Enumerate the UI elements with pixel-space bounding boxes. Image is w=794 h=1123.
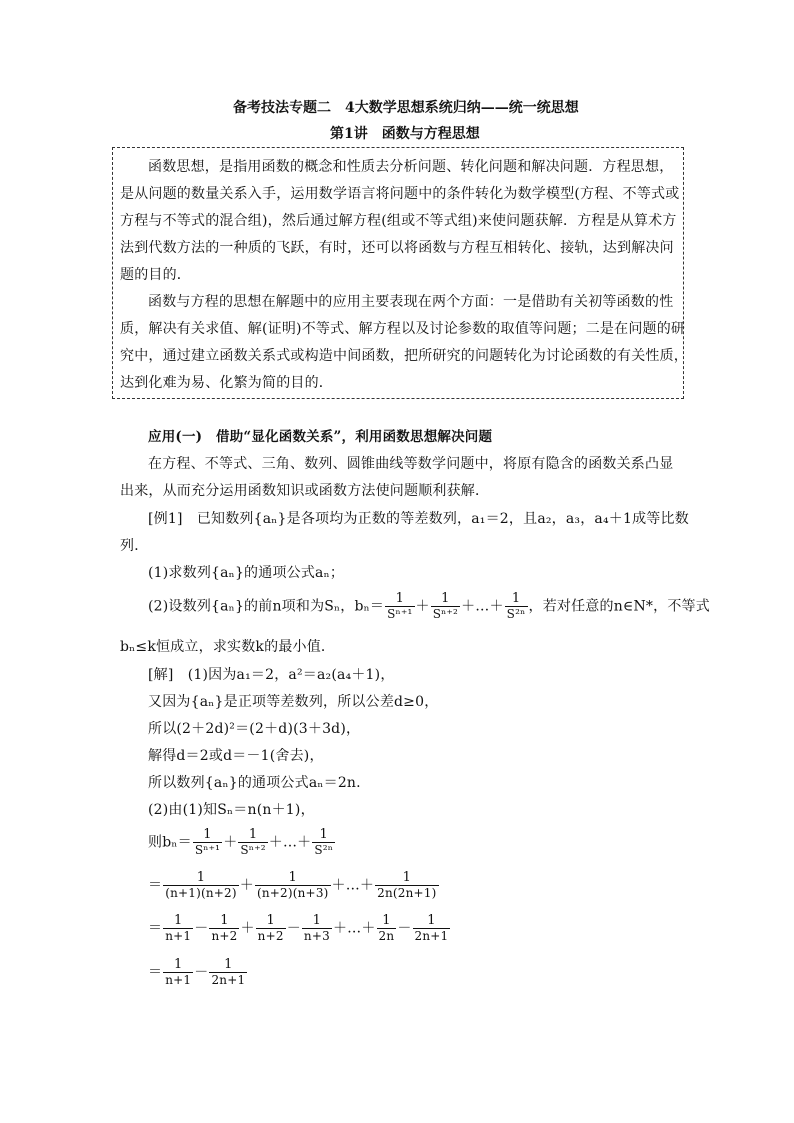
fraction: $\frac{1}{2n+1}$ — [211, 957, 246, 987]
intro-line: 是从问题的数量关系入手，运用数学语言将问题中的条件转化为数学模型(方程、不等式或 — [120, 186, 680, 202]
fraction: $\frac{1}{\text{Sⁿ⁺¹}}$ — [387, 591, 413, 621]
fraction: $\frac{1}{\text{Sⁿ⁺²}}$ — [240, 827, 266, 857]
fraction: $\frac{1}{2n}$ — [378, 913, 395, 943]
example-part-2: (2)设数列{aₙ}的前n项和为Sₙ，bₙ＝ $\frac{1}{\text{Sⁿ⁺¹}}$ ＋ $\frac{1}{\text{Sⁿ⁺²}}$ ＋…＋ $\frac{1}{\text{S²ⁿ}}$ ，若对任意的n∈N*，不等式 — [148, 591, 710, 621]
solution-line: [解] (1)因为a₁＝2，a²＝a₂(a₄＋1)， — [148, 667, 395, 683]
intro-line: 题的目的． — [120, 267, 191, 283]
fraction: $\frac{1}{(n+2)(n+3)}$ — [256, 870, 329, 900]
fraction: $\frac{1}{\text{S²ⁿ}}$ — [314, 827, 334, 857]
fraction: $\frac{1}{n+2}$ — [257, 913, 284, 943]
solution-line: 所以(2＋2d)²＝(2＋d)(3＋3d)， — [148, 721, 361, 737]
equation-row-1: 则bₙ＝ $\frac{1}{\text{Sⁿ⁺¹}}$ ＋ $\frac{1}{\text{Sⁿ⁺²}}$ ＋…＋ $\frac{1}{\text{S²ⁿ}}$ — [148, 827, 334, 857]
example-statement: [例1] 已知数列{aₙ}是各项均为正数的等差数列，a₁＝2，且a₂，a₃，a₄＋1成等比数 — [148, 511, 689, 527]
intro-line: 函数与方程的思想在解题中的应用主要表现在两个方面：一是借助有关初等函数的性 — [148, 294, 674, 310]
fraction: $\frac{1}{n+3}$ — [303, 913, 330, 943]
equation-row-2: ＝ $\frac{1}{(n+1)(n+2)}$ ＋ $\frac{1}{(n+2)(n+3)}$ ＋…＋ $\frac{1}{2n(2n+1)}$ — [148, 870, 437, 900]
intro-line: 法到代数方法的一种质的飞跃，有时，还可以将函数与方程互相转化、接轨，达到解决问 — [120, 240, 674, 256]
intro-line: 究中，通过建立函数关系式或构造中间函数，把所研究的问题转化为讨论函数的有关性质， — [120, 348, 688, 364]
equation-row-4: ＝ $\frac{1}{n+1}$ － $\frac{1}{2n+1}$ — [148, 957, 246, 987]
fraction: $\frac{1}{\text{Sⁿ⁺¹}}$ — [194, 827, 221, 857]
solution-line: 又因为{aₙ}是正项等差数列，所以公差d≥0， — [148, 694, 439, 710]
page-subtitle: 第1讲 函数与方程思想 — [330, 126, 480, 142]
section-heading: 应用(一) 借助“显化函数关系”，利用函数思想解决问题 — [148, 429, 493, 445]
example-part-2-cont: bₙ≤k恒成立，求实数k的最小值． — [120, 639, 336, 655]
intro-line: 达到化难为易、化繁为简的目的． — [120, 375, 333, 391]
fraction: $\frac{1}{2n+1}$ — [414, 913, 449, 943]
page-title: 备考技法专题二 4大数学思想系统归纳——统一统思想 — [233, 100, 579, 116]
part2-text: ，若对任意的n∈N*，不等式 — [528, 598, 710, 615]
solution-line: 解得d＝2或d＝－1(舍去)， — [148, 748, 324, 764]
intro-line: 函数思想，是指用函数的概念和性质去分析问题、转化问题和解决问题．方程思想， — [148, 159, 674, 175]
intro-line: 质，解决有关求值、解(证明)不等式、解方程以及讨论参数的取值等问题；二是在问题的研 — [120, 321, 686, 337]
solution-line: (2)由(1)知Sₙ＝n(n＋1)， — [148, 802, 315, 818]
fraction: $\frac{1}{2n(2n+1)}$ — [377, 870, 437, 900]
example-part-1: (1)求数列{aₙ}的通项公式aₙ； — [148, 565, 345, 581]
part2-text: (2)设数列{aₙ}的前n项和为Sₙ，bₙ＝ — [148, 598, 385, 615]
section-paragraph: 在方程、不等式、三角、数列、圆锥曲线等数学问题中，将原有隐含的函数关系凸显 — [148, 456, 674, 472]
fraction: $\frac{1}{n+1}$ — [165, 913, 192, 943]
fraction: $\frac{1}{\text{S²ⁿ}}$ — [506, 591, 526, 621]
solution-line: 所以数列{aₙ}的通项公式aₙ＝2n. — [148, 775, 361, 791]
section-paragraph: 出来，从而充分运用函数知识或函数方法使问题顺利获解． — [120, 483, 490, 499]
fraction: $\frac{1}{n+1}$ — [165, 957, 192, 987]
example-statement: 列． — [120, 538, 149, 554]
fraction: $\frac{1}{\text{Sⁿ⁺²}}$ — [432, 591, 459, 621]
intro-line: 方程与不等式的混合组)，然后通过解方程(组或不等式组)来使问题获解．方程是从算术方 — [120, 213, 677, 229]
fraction: $\frac{1}{(n+1)(n+2)}$ — [165, 870, 237, 900]
equation-row-3: ＝ $\frac{1}{n+1}$ － $\frac{1}{n+2}$ ＋ $\frac{1}{n+2}$ － $\frac{1}{n+3}$ ＋…＋ $\frac{1}{2n}$ － $\frac{1}{2n+1}$ — [148, 913, 449, 943]
fraction: $\frac{1}{n+2}$ — [211, 913, 238, 943]
